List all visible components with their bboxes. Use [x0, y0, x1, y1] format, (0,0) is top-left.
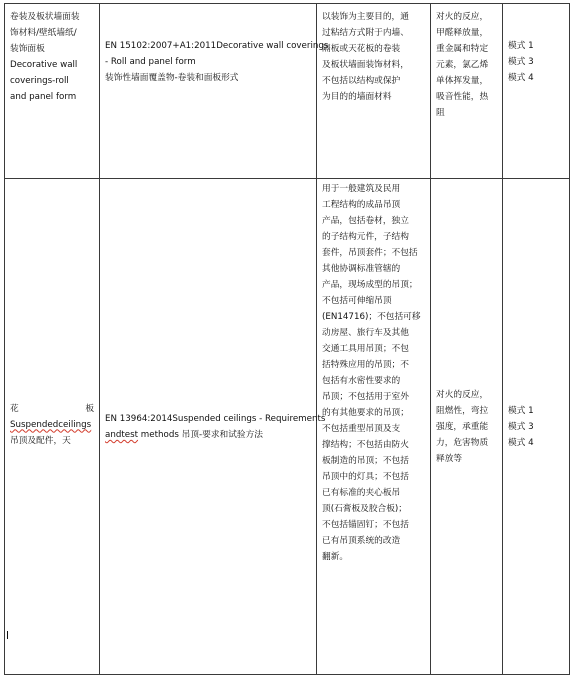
scope-cell: [317, 179, 431, 675]
product-line: coverings-roll: [10, 76, 69, 86]
scope-line: 以装饰为主要目的，通: [322, 12, 409, 22]
text-cursor: [7, 631, 8, 639]
product-heading-left: 花: [10, 403, 19, 414]
characteristics-line: 强度，承重能: [436, 422, 489, 432]
product-line: 卷装及板状墙面装: [10, 12, 80, 22]
standard-line: 装饰性墙面覆盖物-卷装和面板形式: [105, 73, 239, 83]
scope-line: (EN14716)；不包括可移: [322, 312, 421, 322]
mode-line: 模式 3: [508, 57, 534, 67]
characteristics-line: 甲醛释放量，: [436, 28, 489, 38]
scope-line: 吊顶中的灯具；不包括: [322, 472, 409, 482]
standard-line: - Roll and panel form: [105, 57, 196, 67]
scope-line: 括特殊应用的吊顶；不: [322, 360, 409, 370]
scope-line: 用于一般建筑及民用: [322, 184, 401, 194]
product-english: Suspendedceilings: [10, 419, 92, 430]
characteristics-line: 单体挥发量，: [436, 76, 489, 86]
product-heading-line: [10, 401, 94, 417]
scope-line: 其他协调标准管辖的: [322, 264, 401, 274]
scope-line: 已有标准的夹心板吊: [322, 488, 401, 498]
product-heading-right: 板: [85, 403, 94, 414]
mode-line: 模式 1: [508, 406, 534, 416]
scope-line: 交通工具用吊顶；不包: [322, 344, 409, 354]
scope-line: 不包括可伸缩吊顶: [322, 296, 392, 306]
scope-line: 不包括重型吊顶及支: [322, 424, 401, 434]
standard-line: EN 13964:2014Suspended ceilings - Requirements: [105, 414, 326, 424]
scope-line: 套件，吊顶套件；不包括: [322, 248, 418, 258]
standard-line: [105, 427, 311, 443]
scope-line: 产品，包括卷材，独立: [322, 216, 409, 226]
characteristics-line: 吸音性能，热: [436, 92, 489, 102]
scope-line: 翻新。: [322, 552, 349, 562]
mode-line: 模式 4: [508, 438, 534, 448]
product-tail: 吊顶及配件，天: [10, 435, 71, 446]
modes-cell: [503, 179, 570, 675]
standard-tail: methods 吊顶-要求和试验方法: [138, 430, 263, 440]
characteristics-line: 重金属和特定: [436, 44, 489, 54]
product-line: Decorative wall: [10, 60, 78, 70]
characteristics-line: 力，危害物质: [436, 438, 489, 448]
characteristics-line: 元素，氯乙烯: [436, 60, 489, 70]
scope-line: 动房屋、旅行车及其他: [322, 328, 409, 338]
scope-line: 不包括锚固钉；不包括: [322, 520, 409, 530]
scope-line: 已有吊顶系统的改造: [322, 536, 401, 546]
scope-line: 包括有水密性要求的: [322, 376, 401, 386]
characteristics-line: 对火的反应，: [436, 390, 489, 400]
scope-line: 不包括以结构或保护: [322, 76, 401, 86]
characteristics-line: 阻燃性，弯拉: [436, 406, 489, 416]
scope-line: 过粘结方式附于内墙、: [322, 28, 409, 38]
product-cell: [5, 4, 100, 179]
scope-line: 的有其他要求的吊顶；: [322, 408, 409, 418]
scope-line: 及板状墙面装饰材料，: [322, 60, 409, 70]
modes-cell: [503, 4, 570, 179]
mode-line: 模式 4: [508, 73, 534, 83]
table-row: [5, 179, 570, 675]
standard-cell: [100, 4, 329, 179]
scope-line: 的子结构元件，子结构: [322, 232, 409, 242]
scope-line: 吊顶；不包括用于室外: [322, 392, 409, 402]
scope-line: 隔板或天花板的卷装: [322, 44, 401, 54]
mode-line: 模式 1: [508, 41, 534, 51]
product-line: and panel form: [10, 92, 77, 102]
characteristics-line: 阻: [436, 108, 445, 118]
scope-line: 板制造的吊顶；不包括: [322, 456, 409, 466]
standard-wavy-term: andtest: [105, 430, 139, 440]
scope-line: 撑结构；不包括由防火: [322, 440, 409, 450]
product-line: 装饰面板: [10, 44, 45, 54]
scope-line: 为目的的墙面材料: [322, 92, 392, 102]
product-line: 饰材料/壁纸墙纸/: [10, 28, 77, 38]
characteristics-line: 对火的反应，: [436, 12, 489, 22]
characteristics-cell: [431, 179, 503, 675]
standard-cell: [100, 179, 326, 675]
mode-line: 模式 3: [508, 422, 534, 432]
product-cell: [5, 179, 100, 675]
characteristics-line: 释放等: [436, 454, 463, 464]
standard-line: EN 15102:2007+A1:2011Decorative wall coverings: [105, 41, 329, 51]
table-row: [5, 4, 570, 179]
scope-line: 工程结构的成品吊顶: [322, 200, 401, 210]
scope-line: 顶(石膏板及胶合板)；: [322, 504, 407, 514]
standards-table: [4, 3, 570, 675]
scope-line: 产品，现场成型的吊顶；: [322, 280, 418, 290]
scope-cell: [317, 4, 431, 179]
characteristics-cell: [431, 4, 503, 179]
